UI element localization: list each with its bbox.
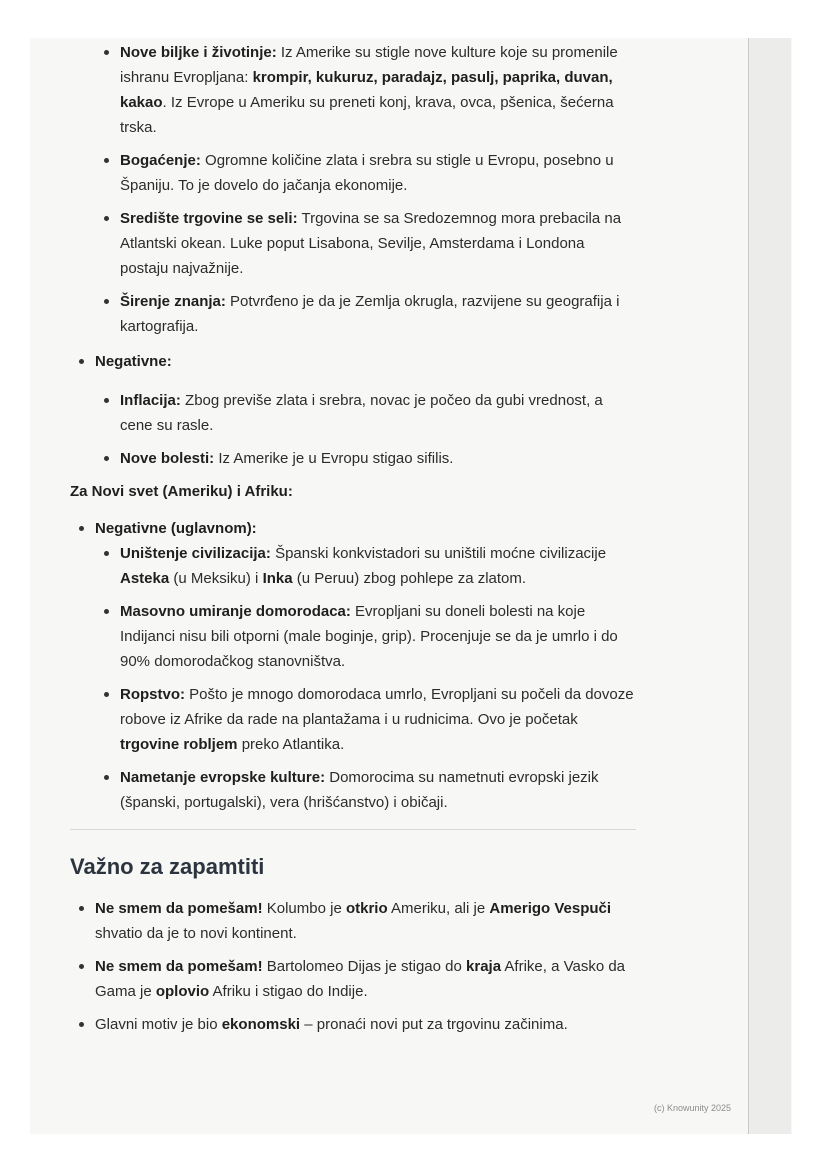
item-title: Masovno umiranje domorodaca: [120,603,351,620]
important-list [70,896,636,1037]
list-item: Širenje znanja: Potvrđeno je da je Zemlja okrugla, razvijene su geografija i kartografija. [70,289,636,339]
important-heading: Važno za zapamtiti [70,854,265,879]
footer-copyright: (c) Knowunity 2025 [654,1103,732,1113]
list-item: Masovno umiranje domorodaca: Evropljani su doneli bolesti na koje Indijanci nisu bili otporni (male boginje, grip). Procenjuje se da je umrlo i do 90% domorodačkog stanovništva. [70,599,636,674]
list-item: Ne smem da pomešam! Bartolomeo Dijas je stigao do kraja Afrike, a Vasko da Gama je oplovio Afriku i stigao do Indije. [70,954,636,1004]
item-title: Nametanje evropske kulture: [120,769,326,786]
divider [70,829,636,830]
right-sidebar-strip [748,38,791,1134]
negative-list [70,349,636,471]
list-item: Uništenje civilizacija: Španski konkvistadori su uništili moćne civilizacije Asteka (u Meksiku) i Inka (u Peruu) zbog pohlepe za zlatom. [70,541,636,591]
list-item: Glavni motiv je bio ekonomski – pronaći novi put za trgovinu začinima. [70,1012,636,1037]
document-content [70,38,636,1037]
negative-label: Negativne: [95,353,172,370]
item-title: Ropstvo: [120,686,185,703]
new-world-sub-list [70,541,636,815]
section-label-new-world: Za Novi svet (Ameriku) i Afriku: [70,483,293,500]
list-item: Ne smem da pomešam! Kolumbo je otkrio Ameriku, ali je Amerigo Vespuči shvatio da je to novi kontinent. [70,896,636,946]
item-title: Središte trgovine se seli: [120,210,298,227]
list-item: Nove biljke i životinje: Iz Amerike su stigle nove kulture koje su promenile ishranu Evropljana: krompir, kukuruz, paradajz, pasulj, paprika, duvan, kakao. Iz Evrope u Ameriku su preneti konj, krava, ovca, pšenica, šećerna trska. [70,40,636,140]
list-item: Središte trgovine se seli: Trgovina se sa Sredozemnog mora prebacila na Atlantski okean. Luke poput Lisabona, Sevilje, Amsterdama i Londona postaju najvažnije. [70,206,636,281]
item-title: Uništenje civilizacija: [120,545,271,562]
positive-sub-list [70,40,636,339]
item-title: Širenje znanja: [120,293,226,310]
item-title: Inflacija: [120,392,181,409]
nw-negative-label: Negativne (uglavnom): [95,520,257,537]
list-item: Bogaćenje: Ogromne količine zlata i srebra su stigle u Evropu, posebno u Španiju. To je dovelo do jačanja ekonomije. [70,148,636,198]
item-title: Nove biljke i životinje: [120,44,277,61]
document-page [30,38,792,1134]
item-title: Bogaćenje: [120,152,201,169]
list-item: Ropstvo: Pošto je mnogo domorodaca umrlo, Evropljani su počeli da dovoze robove iz Afrike da rade na plantažama i u rudnicima. Ovo je početak trgovine robljem preko Atlantika. [70,682,636,757]
new-world-list [70,516,636,815]
list-item: Inflacija: Zbog previše zlata i srebra, novac je počeo da gubi vrednost, a cene su rasle. [70,388,636,438]
list-item [70,349,636,471]
list-item: Nametanje evropske kulture: Domorocima su nametnuti evropski jezik (španski, portugalski), vera (hrišćanstvo) i običaji. [70,765,636,815]
list-item [70,516,636,815]
negative-sub-list [70,388,636,471]
list-item: Nove bolesti: Iz Amerike je u Evropu stigao sifilis. [70,446,636,471]
item-title: Nove bolesti: [120,450,215,467]
